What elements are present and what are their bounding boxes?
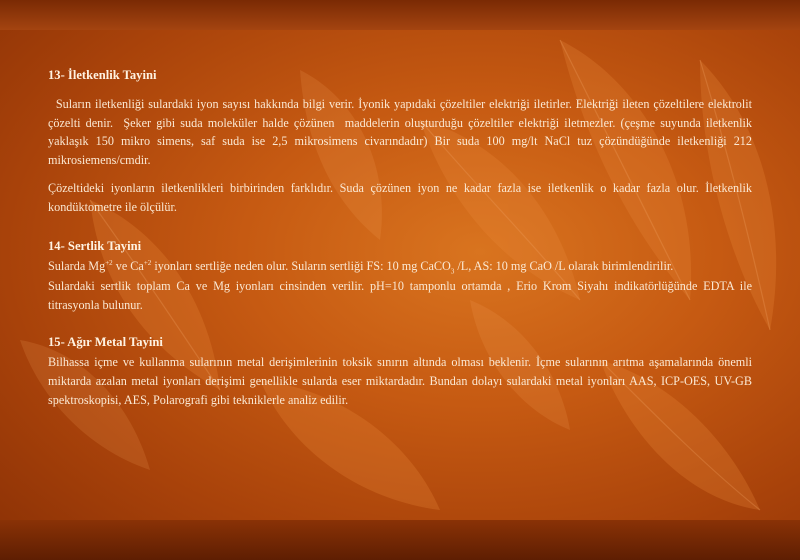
slide-content — [48, 66, 756, 409]
section-13-title: 13- İletkenlik Tayini — [48, 68, 157, 82]
section-14-paragraph-2: Sulardaki sertlik toplam Ca ve Mg iyonları cinsinden verilir. pH=10 tamponlu ortamda , Erio Krom Siyahı indikatörlüğünde EDTA ile titrasyonla bulunur. — [48, 279, 752, 312]
section-13-paragraph-1: Suların iletkenliği sulardaki iyon sayısı hakkında bilgi verir. İyonik yapıdaki çözeltiler elektriği iletirler. Elektriği ileten çözeltilere elektrolit çözelti denir. Şeker gibi suda moleküler halde çözünen maddelerin oluşturduğu çözeltiler elektriği iletmezler. (çeşme suyunda iletkenlik yaklaşık 150 mikro simens, saf suda ise 2,5 mikrosimens civarındadır) Bir suda 100 mg/lt NaCl tuz çözündüğünde iletkenliği 212 mikrosiemens/cmdir. — [48, 97, 756, 167]
section-14-paragraph-1: Sularda $Mg^{+2}$ ve $Ca^{+2}$ iyonları sertliğe neden olur. Suların sertliği FS: 10 mg CaCO$_3$ /L, AS: 10 mg CaO /L olarak birimlendirilir. — [48, 258, 674, 275]
bottom-band — [0, 520, 800, 560]
top-band — [0, 0, 800, 30]
section-15-title: 15- Ağır Metal Tayini — [48, 335, 163, 350]
section-13-paragraph-2: Çözeltideki iyonların iletkenlikleri birbirinden farklıdır. Suda çözünen iyon ne kadar fazla ise iletkenlik o kadar fazla olur. İletkenlik kondüktometre ile ölçülür. — [48, 181, 752, 214]
section-14-title: 14- Sertlik Tayini — [48, 238, 142, 253]
section-15-paragraph-1: Bilhassa içme ve kullanma sularının metal derişimlerinin toksik sınırın altında olması beklenir. İçme sularının arıtma aşamalarında önemli miktarda azalan metal iyonları derişimi genellikle sularda eser miktardadır. Bundan dolayı sulardaki metal iyonları AAS, ICP-OES, UV-GB spektroskopisi, AES, Polarografi gibi tekniklerle analiz edilir. — [48, 355, 752, 407]
